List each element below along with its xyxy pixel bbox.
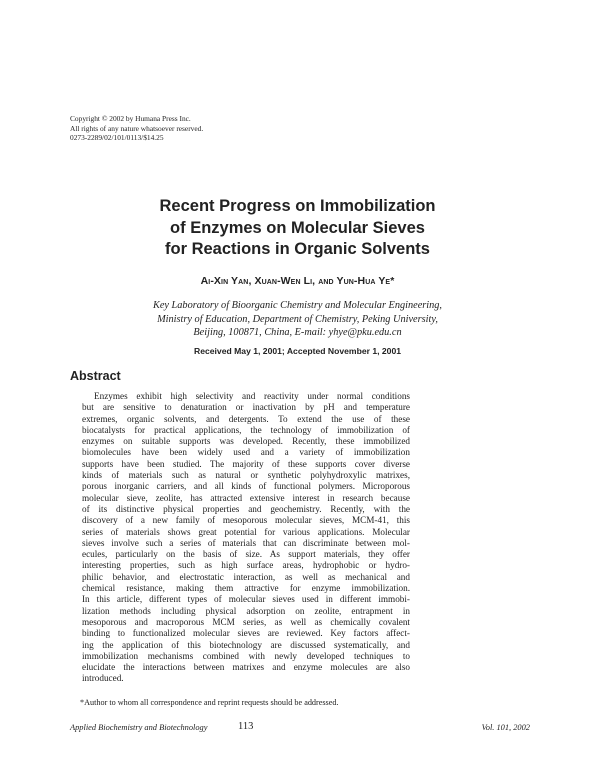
received-dates: Received May 1, 2001; Accepted November 1, 2001 (194, 346, 401, 356)
abstract-line: of its distinctive physical properties and geochemistry. Recently, with the (82, 503, 410, 514)
title-line: for Reactions in Organic Solvents (165, 240, 430, 258)
abstract-line: biomolecules have been widely used and a variety of immobilization (82, 447, 410, 458)
copyright-block (70, 114, 203, 143)
abstract-line: binding to functionalized molecular sieves are reviewed. Key factors affect- (82, 628, 410, 639)
copyright-line: All rights of any nature whatsoever reserved. (70, 123, 204, 133)
abstract-line: enzymes on suitable supports was developed. Recently, these immobilized (82, 436, 410, 447)
abstract-line: chemical resistance, making them attractive for enzyme immobilization. (82, 583, 410, 594)
abstract-line: ecules, particularly on the basis of size. As support materials, they offer (82, 549, 410, 560)
abstract-line: discovery of a new family of mesoporous molecular sieves, MCM-41, this (82, 515, 410, 526)
abstract-line: series of materials shows great potential for various applications. Molecular (82, 526, 410, 537)
footer-volume: Vol. 101, 2002 (481, 723, 530, 732)
abstract-line: In this article, different types of molecular sieves used in different immobi- (82, 594, 410, 605)
abstract-body (82, 391, 410, 685)
abstract-line: biocatalysts for practical applications, the technology of immobilization of (82, 424, 410, 435)
footer-journal-name: Applied Biochemistry and Biotechnology (70, 723, 208, 732)
affiliation-line: Beijing, 100871, China, E-mail: yhye@pku.edu.cn (193, 327, 402, 339)
abstract-line: Enzymes exhibit high selectivity and reactivity under normal conditions (94, 391, 410, 401)
abstract-line: but are sensitive to denaturation or inactivation by pH and temperature (82, 402, 410, 413)
corresponding-author-footnote: *Author to whom all correspondence and reprint requests should be addressed. (80, 698, 339, 707)
abstract-line: philic behavior, and electrostatic interaction, as well as mechanical and (82, 571, 410, 582)
abstract-line: interesting properties, such as high surface areas, hydrophobic or hydro- (82, 560, 410, 571)
abstract-line: mesoporous and macroporous MCM series, as well as chemically covalent (82, 616, 410, 627)
abstract-line: immobilization mechanisms combined with newly developed techniques to (82, 650, 410, 661)
article-title (80, 196, 515, 261)
title-line: Recent Progress on Immobilization (159, 197, 436, 215)
affiliation-line: Ministry of Education, Department of Chemistry, Peking University, (157, 313, 438, 325)
abstract-line: porous inorganic carriers, and all kinds of functional polymers. Microporous (82, 481, 410, 492)
copyright-line: Copyright © 2002 by Humana Press Inc. (70, 114, 191, 123)
affiliation-line: Key Laboratory of Bioorganic Chemistry and Molecular Engineering, (152, 300, 443, 311)
abstract-line: molecular sieve, zeolite, has attracted extensive interest in research because (82, 492, 410, 503)
abstract-line: sieves involve such a series of materials that can discriminate between mol- (82, 537, 410, 548)
copyright-line: 0273-2289/02/101/0113/$14.25 (70, 133, 164, 143)
abstract-heading: Abstract (70, 369, 121, 383)
abstract-line: elucidate the interactions between matrixes and enzyme molecules are also (82, 662, 410, 673)
abstract-line: extremes, organic solvents, and detergents. To extend the use of these (82, 413, 410, 424)
page-number: 113 (238, 721, 254, 732)
abstract-line: lization methods including physical adsorption on zeolite, entrapment in (82, 605, 410, 616)
author-list: Ai-Xin Yan, Xuan-Wen Li, and Yun-Hua Ye* (200, 275, 395, 287)
affiliation (80, 299, 515, 340)
abstract-line: introduced. (82, 673, 124, 684)
abstract-line: kinds of materials such as natural or synthetic polyhydroxylic matrixes, (82, 470, 410, 481)
abstract-line: supports have been studied. The majority of these supports cover diverse (82, 458, 410, 469)
title-line: of Enzymes on Molecular Sieves (170, 218, 425, 237)
abstract-line: ing the application of this biotechnology are discussed systematically, and (82, 639, 410, 650)
